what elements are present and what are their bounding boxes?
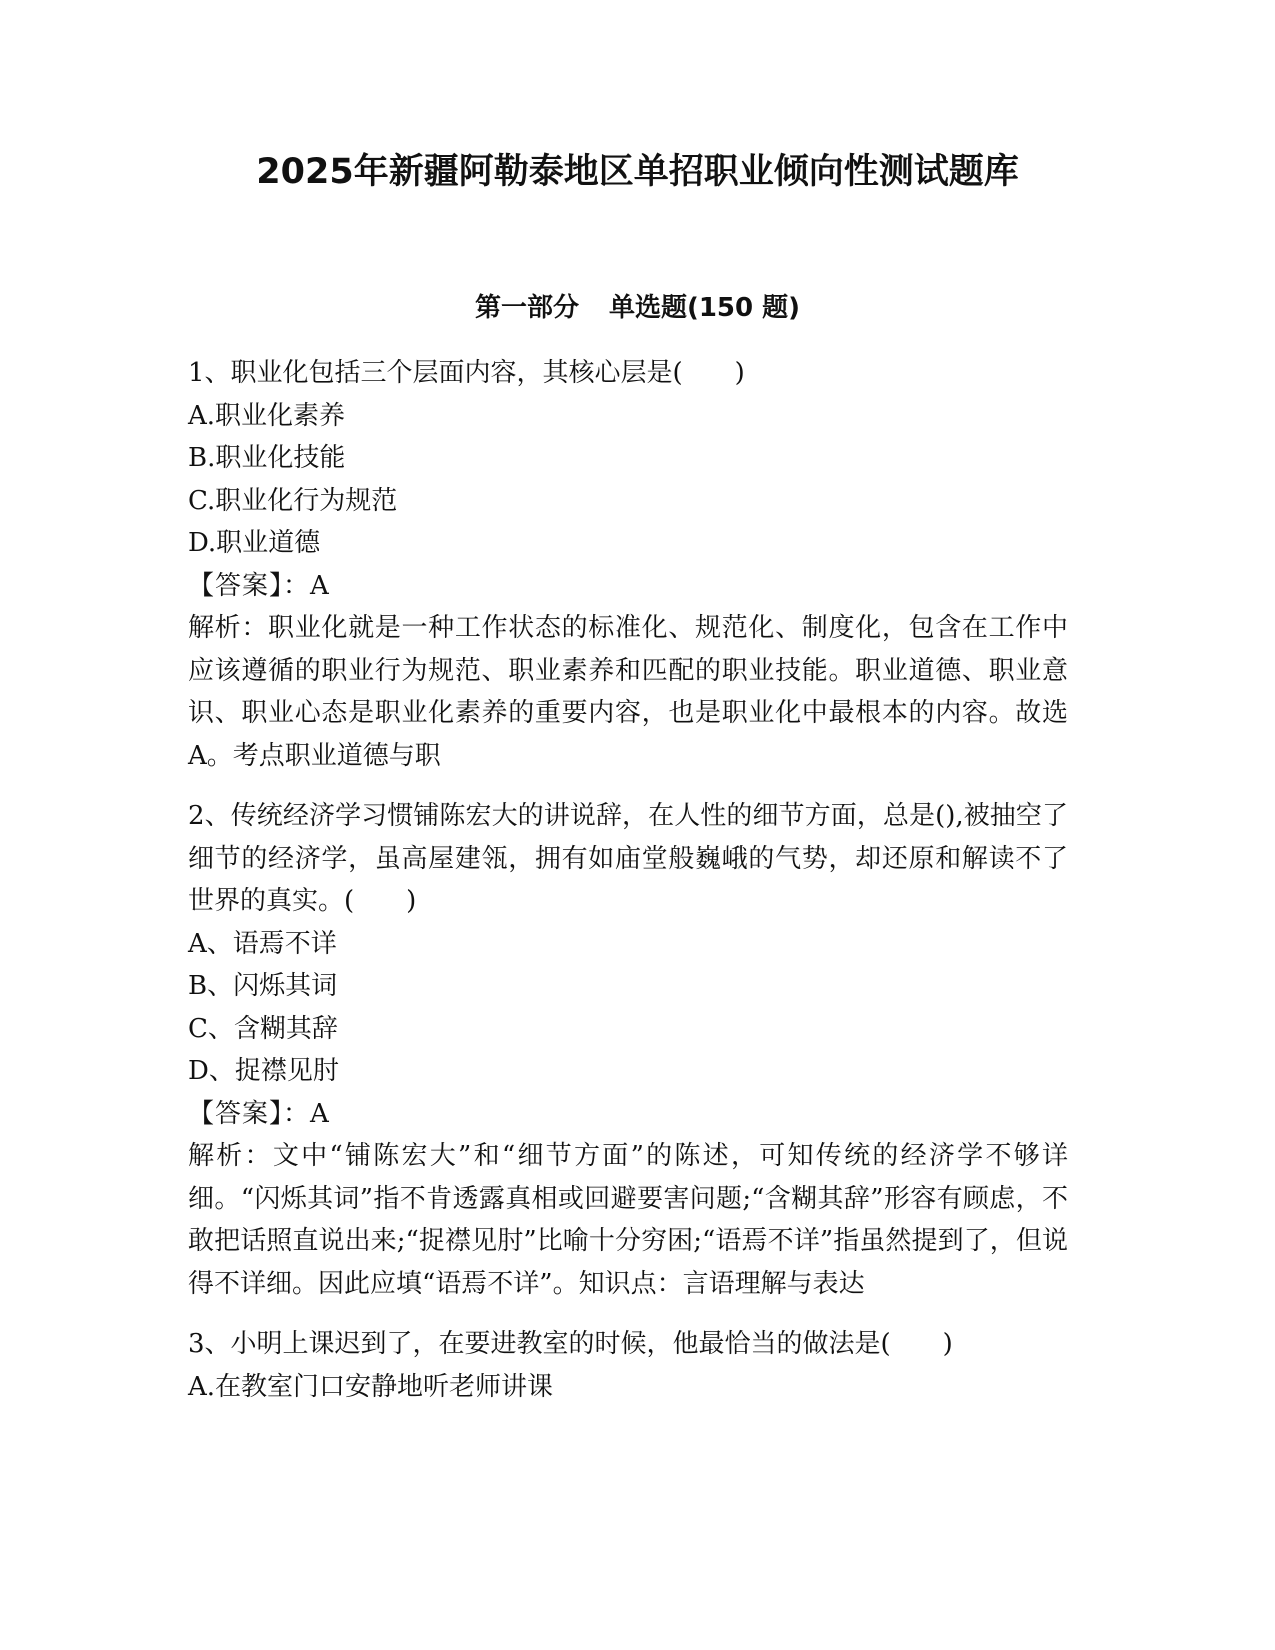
explanation: 解析：职业化就是一种工作状态的标准化、规范化、制度化，包含在工作中应该遵循的职业行为规范、职业素养和匹配的职业技能。职业道德、职业意识、职业心态是职业化素养的重要内容，也是职业化中最根本的内容。故选A。考点职业道德与职 — [188, 613, 1068, 771]
option-c: C、含糊其辞 — [188, 1013, 338, 1044]
option-d: D.职业道德 — [188, 528, 321, 558]
option-a: A、语焉不详 — [188, 928, 337, 959]
option-a: A.在教室门口安静地听老师讲课 — [188, 1371, 554, 1402]
answer: 【答案】：A — [188, 1098, 330, 1129]
question-list — [188, 352, 1068, 1426]
document-title: 2025年新疆阿勒泰地区单招职业倾向性测试题库 — [256, 152, 1019, 192]
question-3 — [188, 1323, 1068, 1408]
option-a: A.职业化素养 — [188, 400, 346, 431]
question-2 — [188, 795, 1068, 1305]
section-name: 单选题(150 题) — [608, 293, 801, 323]
answer: 【答案】：A — [188, 570, 330, 601]
option-c: C.职业化行为规范 — [188, 485, 398, 516]
question-stem: 3、小明上课迟到了，在要进教室的时候，他最恰当的做法是( ) — [188, 1329, 953, 1359]
section-heading — [0, 290, 1275, 326]
explanation: 解析：文中“铺陈宏大”和“细节方面”的陈述，可知传统的经济学不够详细。“闪烁其词”指不肯透露真相或回避要害问题;“含糊其辞”形容有顾虑，不敢把话照直说出来;“捉襟见肘”比喻十分穷困;“语焉不详”指虽然提到了，但说得不详细。因此应填“语焉不详”。知识点：言语理解与表达 — [188, 1141, 1068, 1299]
question-1 — [188, 352, 1068, 777]
section-part: 第一部分 — [474, 293, 579, 323]
option-b: B.职业化技能 — [188, 443, 346, 473]
question-stem: 2、传统经济学习惯铺陈宏大的讲说辞，在人性的细节方面，总是(),被抽空了细节的经济学，虽高屋建瓴，拥有如庙堂般巍峨的气势，却还原和解读不了世界的真实。( ) — [188, 801, 1068, 916]
option-b: B、闪烁其词 — [188, 971, 338, 1001]
question-stem: 1、职业化包括三个层面内容，其核心层是( ) — [188, 358, 745, 388]
option-d: D、捉襟见肘 — [188, 1056, 339, 1086]
